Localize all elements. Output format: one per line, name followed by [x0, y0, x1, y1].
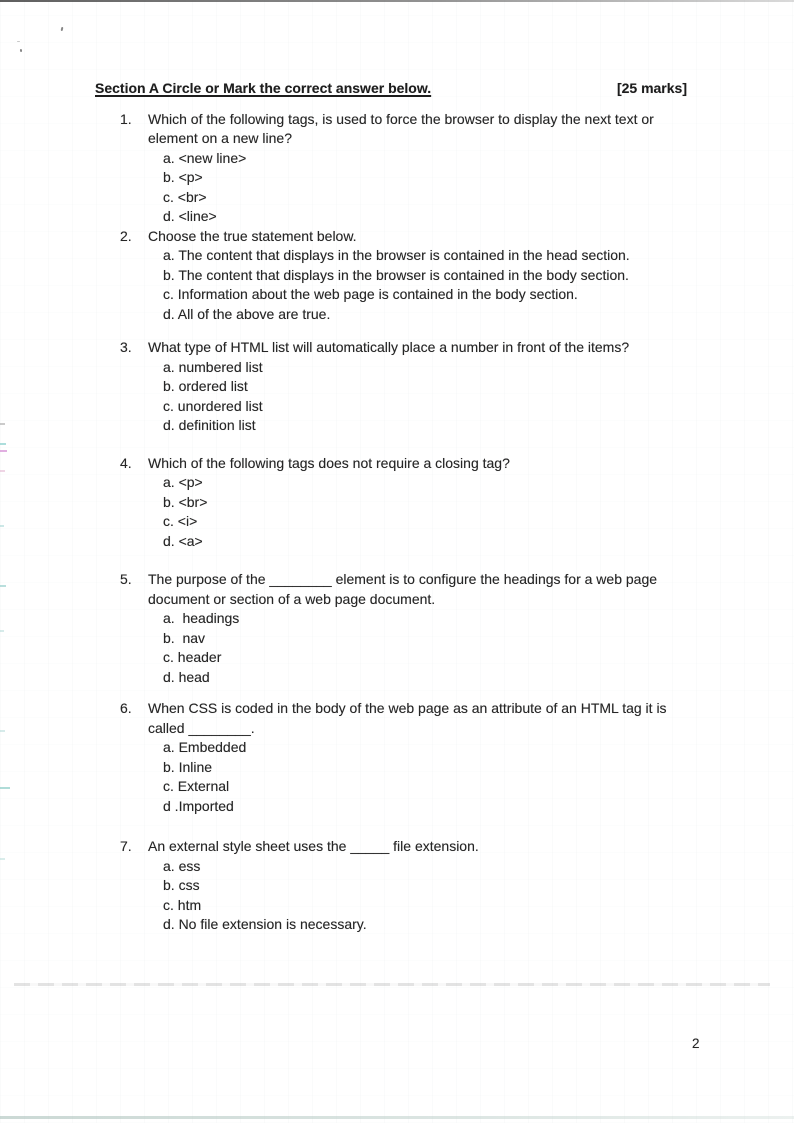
question-5 [95, 570, 687, 687]
answer-option: a. The content that displays in the browser is contained in the head section. [163, 247, 630, 263]
options-list [163, 149, 687, 227]
options-list [163, 358, 687, 436]
answer-option: d. <a> [163, 532, 203, 549]
scan-edge-tick-artifact [0, 470, 5, 472]
answer-option: c. htm [163, 896, 202, 913]
options-list [163, 857, 687, 935]
scan-edge-tick-artifact [0, 443, 6, 445]
question-3 [95, 338, 687, 436]
question-text: What type of HTML list will automatically place a number in front of the items? [148, 339, 630, 355]
answer-option: a. Embedded [163, 739, 247, 755]
answer-option: b. The content that displays in the browser is contained in the body section. [163, 266, 629, 283]
answer-option: c. External [163, 778, 230, 794]
scan-edge-bottom-artifact [0, 1116, 794, 1119]
answer-option: b. Inline [163, 758, 213, 775]
options-list [163, 609, 687, 687]
question-number: 2. [120, 227, 132, 244]
answer-option: d. All of the above are true. [163, 305, 331, 322]
answer-option: c. <br> [163, 188, 207, 205]
answer-option: d. No file extension is necessary. [163, 916, 367, 932]
question-number: 3. [120, 339, 132, 355]
scan-edge-tick-artifact [0, 730, 5, 732]
answer-option: b. css [163, 877, 200, 893]
question-text: Which of the following tags does not require a closing tag? [148, 454, 510, 471]
scan-speck-artifact [20, 49, 22, 52]
question-text: When CSS is coded in the body of the web page as an attribute of an HTML tag it is called ________. [148, 700, 667, 736]
question-text: Choose the true statement below. [148, 227, 357, 244]
question-number: 5. [120, 571, 132, 587]
answer-option: c. unordered list [163, 397, 263, 414]
answer-option: b. <br> [163, 493, 208, 510]
options-list [163, 473, 687, 551]
question-number: 4. [120, 454, 132, 471]
page-number: 2 [692, 1036, 700, 1051]
scan-edge-top-artifact [0, 0, 794, 2]
answer-option: b. ordered list [163, 378, 248, 394]
question-1 [95, 110, 687, 227]
answer-option: d. definition list [163, 417, 256, 433]
answer-option: a. <p> [163, 474, 203, 490]
answer-option: b. <p> [163, 169, 203, 185]
answer-option: a. ess [163, 857, 201, 874]
answer-option: a. numbered list [163, 358, 263, 375]
question-number: 7. [120, 838, 132, 854]
question-4 [95, 454, 687, 552]
section-header: Section A Circle or Mark the correct answer below. [95, 80, 432, 96]
section-header-row [95, 79, 687, 99]
answer-option: c. Information about the web page is contained in the body section. [163, 286, 578, 302]
answer-option: d. <line> [163, 208, 217, 224]
answer-option: a. <new line> [163, 149, 247, 166]
question-2 [95, 227, 687, 325]
answer-option: d .Imported [163, 797, 234, 814]
answer-option: c. <i> [163, 513, 198, 529]
scan-speck-artifact [61, 27, 64, 31]
scan-edge-tick-artifact [0, 585, 6, 587]
marks-label: [25 marks] [616, 80, 687, 96]
question-7 [95, 837, 687, 935]
answer-option: a. headings [163, 610, 240, 626]
answer-option: d. head [163, 668, 210, 685]
question-text: The purpose of the ________ element is to configure the headings for a web page document or section of a web page document. [148, 571, 658, 607]
scan-edge-tick-artifact [0, 630, 4, 632]
answer-option: b. nav [163, 629, 206, 646]
options-list [163, 738, 687, 816]
scan-speck-artifact [17, 41, 20, 42]
exam-content [95, 79, 687, 935]
question-text: An external style sheet uses the _____ file extension. [148, 838, 479, 854]
scan-edge-tick-artifact [0, 787, 10, 789]
question-text: Which of the following tags, is used to force the browser to display the next text or element on a new line? [148, 110, 654, 146]
options-list [163, 246, 687, 324]
question-6 [95, 699, 687, 816]
scan-edge-tick-artifact [0, 450, 7, 452]
scan-edge-tick-artifact [0, 525, 4, 527]
question-number: 6. [120, 700, 132, 716]
scan-edge-tick-artifact [0, 423, 5, 425]
answer-option: c. header [163, 649, 222, 665]
question-number: 1. [120, 110, 132, 127]
scan-band-artifact [14, 983, 770, 986]
scan-edge-tick-artifact [0, 858, 5, 860]
